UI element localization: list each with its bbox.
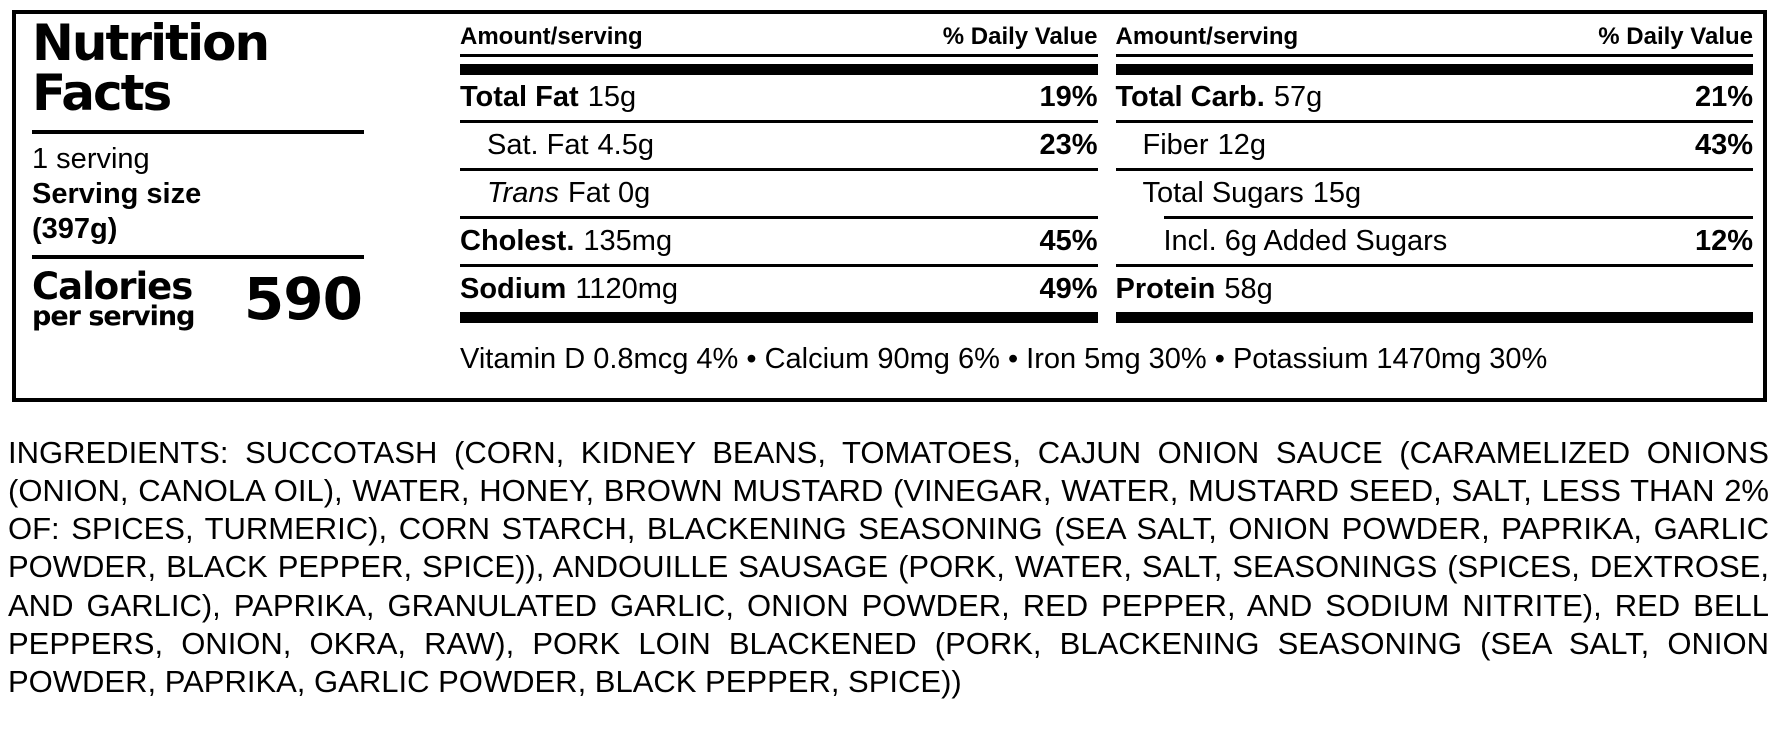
nutrient-daily-value: 23% <box>1039 129 1098 161</box>
nutrient-label <box>460 225 672 258</box>
ingredients-statement: INGREDIENTS: SUCCOTASH (CORN, KIDNEY BEANS, TOMATOES, CAJUN ONION SAUCE (CARAMELIZED ONIONS (ONION, CANOLA OIL), WATER, HONEY, BROWN MUSTARD (VINEGAR, WATER, MUSTARD SEED, SALT, LESS THAN 2% OF: SPICES, TURMERIC), CORN STARCH, BLACKENING SEASONING (SEA SALT, ONION POWDER, PAPRIKA, GARLIC POWDER, BLACK PEPPER, SPICE)), ANDOUILLE SAUSAGE (PORK, WATER, SALT, SEASONINGS (SPICES, DEXTROSE, AND GARLIC), PAPRIKA, GRANULATED GARLIC, ONION POWDER, RED PEPPER, AND SODIUM NITRITE), RED BELL PEPPERS, ONION, OKRA, RAW), PORK LOIN BLACKENED (PORK, BLACKENING SEASONING (SEA SALT, ONION POWDER, PAPRIKA, GARLIC POWDER, BLACK PEPPER, SPICE)) <box>8 435 1769 699</box>
nutrient-daily-value: 45% <box>1039 225 1098 257</box>
nutrient-label <box>1116 273 1273 306</box>
micronutrients-row <box>460 323 1753 398</box>
nutrient-row-total-sugars <box>1116 171 1754 216</box>
nutrient-label <box>1116 81 1323 114</box>
nutrient-daily-value: 43% <box>1694 129 1753 161</box>
nutrient-row-total-carb <box>1116 75 1754 120</box>
nutrient-row-trans-fat <box>460 171 1098 216</box>
calories-value: 590 <box>243 265 362 334</box>
nutrient-daily-value: 21% <box>1694 81 1753 113</box>
calories-row <box>32 259 364 333</box>
nutrient-label <box>1116 129 1266 162</box>
nutrient-name: Total Carb. <box>1115 81 1265 113</box>
nutrient-name: Sat. Fat <box>487 129 589 161</box>
calories-label: Calories <box>32 265 193 308</box>
nutrient-row-protein <box>1116 267 1754 312</box>
nutrient-amount: 15g <box>587 81 637 113</box>
servings-per-container: 1 serving <box>32 143 150 175</box>
nutrient-amount: 12g <box>1217 129 1266 161</box>
nutrient-name: Total Sugars <box>1142 177 1304 209</box>
nutrient-amount: Fat 0g <box>567 177 651 209</box>
label-left-panel <box>16 14 364 398</box>
nutrient-amount: 4.5g <box>597 129 654 161</box>
amount-serving-header: Amount/serving <box>1115 23 1299 50</box>
nutrient-row-added-sugars <box>1116 219 1754 264</box>
nutrient-label <box>1116 225 1457 258</box>
thick-divider <box>1116 312 1754 323</box>
nutrient-name: Protein <box>1115 273 1216 305</box>
nutrient-columns <box>460 14 1753 323</box>
nutrient-label <box>1116 177 1362 210</box>
nutrient-daily-value: 12% <box>1694 225 1753 257</box>
thick-divider <box>1116 64 1754 75</box>
nutrient-row-fiber <box>1116 123 1754 168</box>
serving-info <box>32 134 364 246</box>
serving-size-value: (397g) <box>32 212 118 245</box>
nutrient-name: Total Fat <box>460 81 579 113</box>
nutrient-label <box>460 177 650 210</box>
nutrient-column-right <box>1116 14 1754 323</box>
amount-serving-header: Amount/serving <box>460 23 643 50</box>
nutrient-label <box>460 273 678 306</box>
nutrient-name: Fiber <box>1142 129 1209 161</box>
calories-labels <box>32 265 195 333</box>
nutrient-row-cholesterol <box>460 219 1098 264</box>
nutrient-amount: 135mg <box>583 225 673 257</box>
nutrient-row-total-fat <box>460 75 1098 120</box>
serving-size-label: Serving size <box>32 177 202 210</box>
nutrient-row-sodium <box>460 267 1098 312</box>
daily-value-header: % Daily Value <box>1598 23 1753 50</box>
column-header <box>460 14 1098 57</box>
nutrition-facts-title: Nutrition Facts <box>32 14 269 122</box>
calories-sublabel: per serving <box>32 301 195 333</box>
nutrient-daily-value: 49% <box>1039 273 1098 305</box>
nutrient-daily-value: 19% <box>1039 81 1098 113</box>
nutrient-columns-area <box>460 14 1763 398</box>
nutrient-column-left <box>460 14 1098 323</box>
nutrient-row-sat-fat <box>460 123 1098 168</box>
thick-divider <box>460 64 1098 75</box>
nutrient-amount: 57g <box>1273 81 1323 113</box>
nutrient-name: Sodium <box>460 273 567 305</box>
nutrient-amount: 58g <box>1224 273 1273 305</box>
micronutrients-text: Vitamin D 0.8mcg 4% • Calcium 90mg 6% • Iron 5mg 30% • Potassium 1470mg 30% <box>460 343 1548 375</box>
nutrition-facts-label <box>12 10 1767 402</box>
nutrient-name: Trans <box>487 177 559 209</box>
nutrient-amount: 1120mg <box>575 273 678 305</box>
nutrient-label <box>460 129 654 162</box>
daily-value-header: % Daily Value <box>942 23 1098 50</box>
nutrient-name: Incl. 6g Added Sugars <box>1163 225 1448 257</box>
nutrient-label <box>460 81 636 114</box>
thick-divider <box>460 312 1098 323</box>
nutrient-amount: 15g <box>1312 177 1362 209</box>
nutrient-name: Cholest. <box>460 225 575 257</box>
column-header <box>1116 14 1754 57</box>
